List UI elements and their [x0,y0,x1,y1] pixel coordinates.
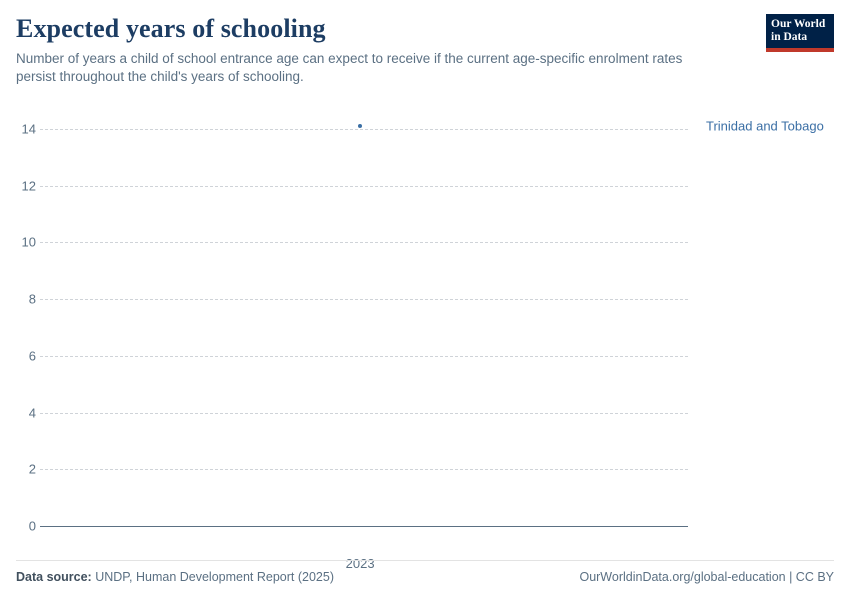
y-axis-tick-label: 4 [28,405,36,421]
owid-logo-line2: in Data [771,30,808,43]
data-source [16,570,334,584]
chart-footer [16,560,834,584]
gridline [40,186,688,187]
x-axis-tick-label: 2023 [345,556,375,571]
gridline [40,299,688,300]
data-point[interactable] [358,124,362,128]
y-axis-tick-label: 0 [28,518,36,534]
gridline [40,413,688,414]
y-axis-tick-label: 8 [28,291,36,307]
gridline [40,129,688,130]
y-axis-tick-label: 2 [28,461,36,477]
data-source-label: Data source: [16,570,92,584]
series-label[interactable]: Trinidad and Tobago [706,118,824,134]
y-axis-tick-label: 6 [28,348,36,364]
chart-area [0,92,850,571]
attribution: OurWorldinData.org/global-education | CC BY [579,570,834,584]
plot-region[interactable] [21,112,824,571]
page-title: Expected years of schooling [16,14,326,43]
y-axis-tick-label: 12 [21,178,36,194]
owid-logo-line1: Our World [771,18,826,30]
axis-baseline [40,526,688,527]
data-source-value: UNDP, Human Development Report (2025) [95,570,334,584]
y-axis-tick-label: 10 [21,234,36,250]
gridline [40,469,688,470]
gridline [40,356,688,357]
chart-header [16,14,834,86]
y-axis-tick-label: 14 [21,121,36,137]
owid-logo[interactable] [766,14,834,52]
chart-subtitle: Number of years a child of school entrance age can expect to receive if the current age-specific enrolment rates persist throughout the child's years of schooling. [16,51,683,84]
gridline [40,242,688,243]
